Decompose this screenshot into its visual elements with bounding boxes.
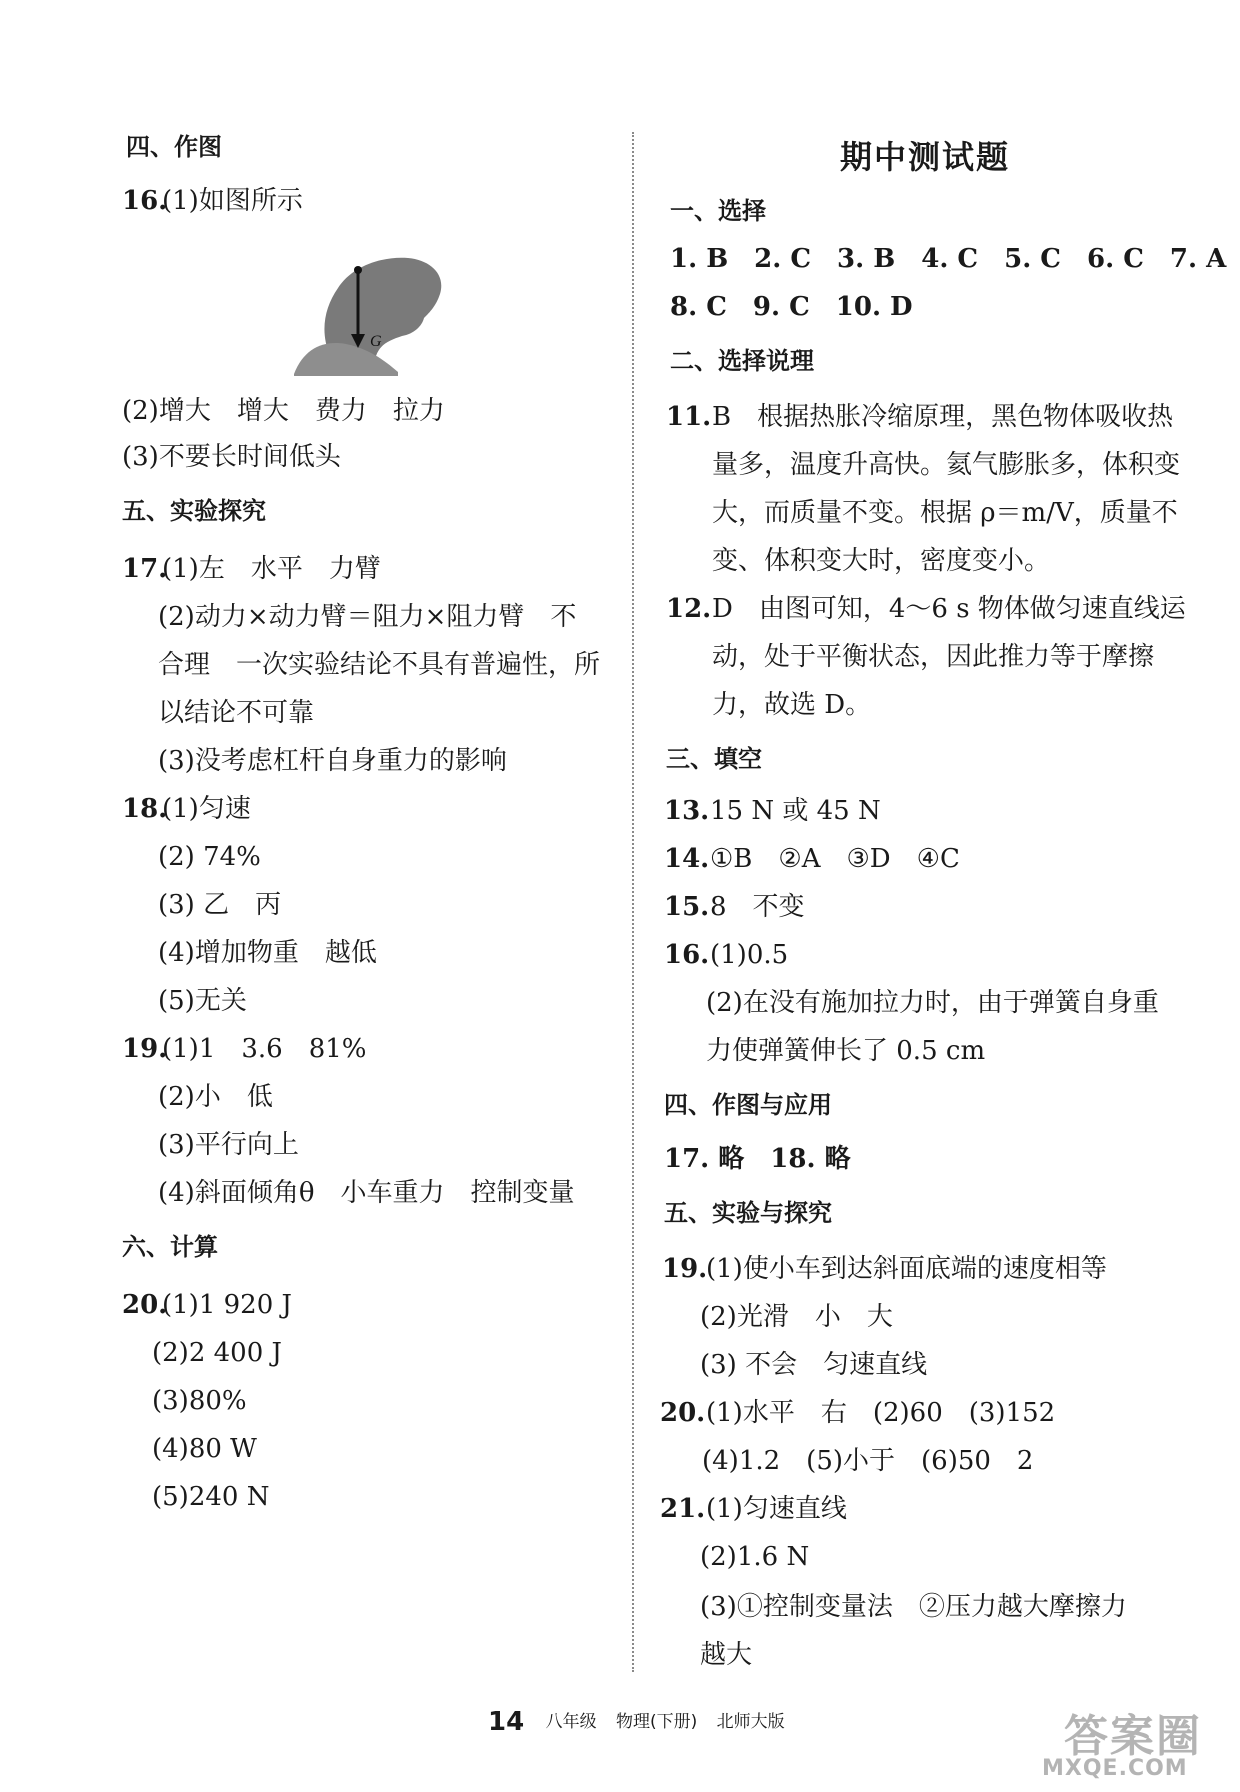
r-q21-line-3: (3)①控制变量法 ②压力越大摩擦力 (700, 1592, 1127, 1622)
q19-line-3: (3)平行向上 (158, 1130, 299, 1160)
r-q11-line-2: 量多，温度升高快。氦气膨胀多，体积变 (712, 450, 1181, 480)
shoulder (294, 343, 398, 376)
r-q21-number: 21. (660, 1494, 706, 1524)
q20-line-5: (5)240 N (152, 1482, 270, 1512)
q16-number: 16. (122, 186, 168, 216)
q18-number: 18. (122, 794, 168, 824)
q16-line-2: (2)增大 增大 费力 拉力 (122, 396, 445, 426)
q17-line-3: 合理 一次实验结论不具有普遍性，所 (158, 650, 601, 680)
r-section-2-heading: 二、选择说理 (670, 347, 814, 375)
q17-line-4: 以结论不可靠 (158, 698, 315, 728)
r-q21-line-4: 越大 (700, 1640, 753, 1670)
r-q12-number: 12. (666, 594, 712, 624)
r-section-3-heading: 三、填空 (666, 745, 762, 773)
watermark-url: MXQE.COM (1042, 1756, 1188, 1781)
r-q15-number: 15. (664, 892, 710, 922)
section-4-heading: 四、作图 (126, 133, 222, 161)
r-q19-line-2: (2)光滑 小 大 (700, 1302, 893, 1332)
mc-answers-line-2: 8. C 9. C 10. D (670, 292, 913, 322)
q19-line-2: (2)小 低 (158, 1082, 273, 1112)
r-q16-number: 16. (664, 940, 710, 970)
q20-line-3: (3)80% (152, 1386, 247, 1416)
r-q11-number: 11. (666, 402, 712, 432)
r-q11-line-4: 变、体积变大时，密度变小。 (712, 546, 1051, 576)
q18-line-5: (5)无关 (158, 986, 247, 1016)
r-q15-line-1: 8 不变 (710, 892, 805, 922)
r-q14-number: 14. (664, 844, 710, 874)
q17-line-5: (3)没考虑杠杆自身重力的影响 (158, 746, 507, 776)
r-q12-line-1: D 由图可知，4～6 s 物体做匀速直线运 (712, 594, 1186, 624)
q20-line-2: (2)2 400 J (152, 1338, 282, 1368)
q18-line-4: (4)增加物重 越低 (158, 938, 377, 968)
q18-line-3: (3) 乙 丙 (158, 890, 282, 920)
r-q21-line-1: (1)匀速直线 (706, 1494, 847, 1524)
q16-line-3: (3)不要长时间低头 (122, 442, 341, 472)
q19-number: 19. (122, 1034, 168, 1064)
r-q13-line-1: 15 N 或 45 N (710, 796, 881, 826)
r-section-1-heading: 一、选择 (670, 197, 766, 225)
footer-edition: 北师大版 (716, 1712, 785, 1732)
r-q20-line-2: (4)1.2 (5)小于 (6)50 2 (702, 1446, 1034, 1476)
r-q21-line-2: (2)1.6 N (700, 1542, 810, 1572)
footer-grade: 八年级 (545, 1712, 597, 1732)
r-q19-line-3: (3) 不会 匀速直线 (700, 1350, 928, 1380)
r-q19-number: 19. (662, 1254, 708, 1284)
q19-line-4: (4)斜面倾角θ 小车重力 控制变量 (158, 1178, 575, 1208)
watermark-text: 答案圈 (1064, 1711, 1202, 1762)
page-footer (488, 1707, 799, 1737)
r-q12-line-3: 力，故选 D。 (712, 690, 872, 720)
r-q20-number: 20. (660, 1398, 706, 1428)
q17-line-1: (1)左 水平 力臂 (162, 554, 381, 584)
r-q16-line-2: (2)在没有施加拉力时，由于弹簧自身重 (706, 988, 1159, 1018)
page-title: 期中测试题 (840, 138, 1011, 176)
r-q11-line-1: B 根据热胀冷缩原理，黑色物体吸收热 (712, 402, 1174, 432)
r-q11-line-3: 大，而质量不变。根据 ρ＝m/V，质量不 (712, 498, 1178, 528)
r-q19-line-1: (1)使小车到达斜面底端的速度相等 (706, 1254, 1107, 1284)
q18-line-2: (2) 74% (158, 842, 261, 872)
q17-line-2: (2)动力×动力臂＝阻力×阻力臂 不 (158, 602, 577, 632)
q19-line-1: (1)1 3.6 81% (162, 1034, 367, 1064)
watermark-logo (1022, 1700, 1222, 1786)
column-divider (632, 132, 634, 1672)
r-q17-18: 17. 略 18. 略 (664, 1144, 851, 1174)
r-q20-line-1: (1)水平 右 (2)60 (3)152 (706, 1398, 1056, 1428)
q17-number: 17. (122, 554, 168, 584)
r-q12-line-2: 动，处于平衡状态，因此推力等于摩擦 (712, 642, 1155, 672)
r-q14-line-1: ①B ②A ③D ④C (710, 844, 960, 874)
q20-number: 20. (122, 1290, 168, 1320)
q20-line-4: (4)80 W (152, 1434, 257, 1464)
q16-line-1: (1)如图所示 (162, 186, 303, 216)
center-of-gravity-dot (354, 266, 362, 274)
gravity-label: G (370, 333, 382, 350)
r-section-5-heading: 五、实验与探究 (664, 1199, 832, 1227)
section-6-heading: 六、计算 (122, 1233, 218, 1261)
page-number: 14 (488, 1707, 525, 1737)
mc-answers-line-1: 1. B 2. C 3. B 4. C 5. C 6. C 7. A (670, 244, 1227, 274)
q20-line-1: (1)1 920 J (162, 1290, 292, 1320)
r-q16-line-3: 力使弹簧伸长了 0.5 cm (706, 1036, 986, 1066)
r-q16-line-1: (1)0.5 (710, 940, 789, 970)
q18-line-1: (1)匀速 (162, 794, 251, 824)
head-force-diagram (290, 236, 460, 376)
section-5-heading: 五、实验探究 (122, 497, 266, 525)
r-q13-number: 13. (664, 796, 710, 826)
footer-subject: 物理(下册) (616, 1712, 698, 1732)
r-section-4-heading: 四、作图与应用 (664, 1091, 832, 1119)
